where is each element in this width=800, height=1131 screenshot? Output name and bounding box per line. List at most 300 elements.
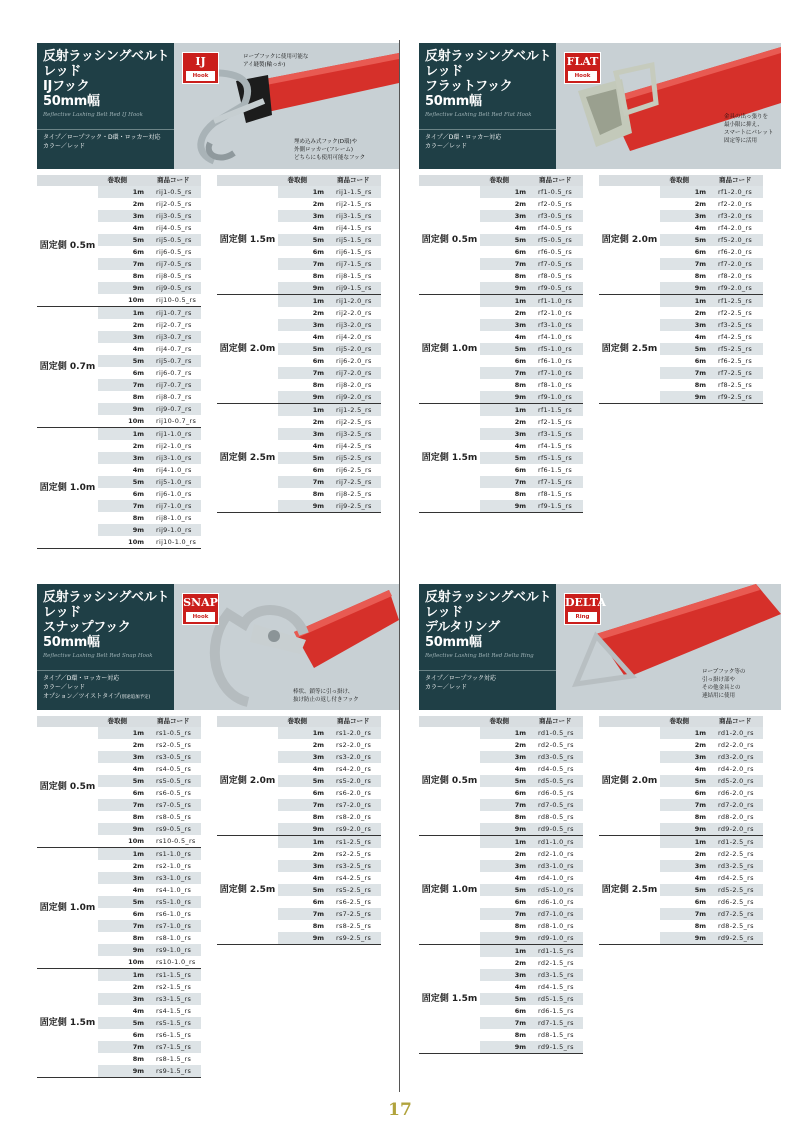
product-code-cell: rd8-0.5_rs [538, 813, 574, 821]
length-cell: 8m [132, 514, 144, 522]
product-code-cell: rij8-0.7_rs [156, 393, 192, 401]
length-cell: 5m [132, 1019, 144, 1027]
length-cell: 10m [128, 837, 144, 845]
header-length: 巻取側 [107, 717, 127, 725]
table-row [660, 896, 763, 908]
row-list [660, 727, 763, 835]
table-row [278, 319, 381, 331]
fixed-length-label: 固定側 2.5m [601, 885, 658, 895]
length-cell: 2m [514, 741, 526, 749]
length-cell: 7m [694, 369, 706, 377]
length-cell: 5m [312, 236, 324, 244]
length-cell: 8m [132, 272, 144, 280]
length-cell: 9m [312, 284, 324, 292]
product-code-cell: rij1-1.5_rs [336, 188, 372, 196]
product-code-cell: rf9-2.5_rs [718, 393, 753, 401]
page-number: 17 [388, 1100, 412, 1120]
spec-list [425, 133, 557, 151]
product-code-cell: rd5-2.5_rs [718, 886, 754, 894]
product-code-cell: rs6-2.5_rs [336, 898, 372, 906]
product-code-cell: rd5-1.5_rs [538, 995, 574, 1003]
product-code-cell: rij1-0.5_rs [156, 188, 192, 196]
length-cell: 4m [132, 886, 144, 894]
product-code-cell: rf2-2.0_rs [718, 200, 753, 208]
code-table [419, 175, 583, 513]
product-code-cell: rij5-0.5_rs [156, 236, 192, 244]
table-row [660, 823, 763, 835]
row-list [480, 727, 583, 835]
annotation-line: ロープフックに使用可能な [243, 54, 309, 60]
table-row [660, 331, 763, 343]
product-code-cell: rf5-1.0_rs [538, 345, 573, 353]
product-code-cell: rd3-2.0_rs [718, 753, 754, 761]
product-code-cell: rd7-0.5_rs [538, 801, 574, 809]
title-line: スナップフック [43, 620, 131, 635]
product-code-cell: rij6-2.0_rs [336, 357, 372, 365]
length-cell: 8m [132, 934, 144, 942]
length-cell: 7m [312, 260, 324, 268]
row-list [98, 428, 201, 548]
product-code-cell: rs4-1.5_rs [156, 1007, 192, 1015]
table-row [480, 234, 583, 246]
badge [182, 593, 219, 625]
code-table [419, 716, 583, 1054]
product-code-cell: rij2-1.5_rs [336, 200, 372, 208]
length-cell: 8m [514, 490, 526, 498]
table-row [98, 860, 201, 872]
product-code-cell: rf6-2.0_rs [718, 248, 753, 256]
length-cell: 6m [694, 789, 706, 797]
length-cell: 7m [312, 801, 324, 809]
table-row [98, 811, 201, 823]
product-code-cell: rs1-0.5_rs [156, 729, 192, 737]
header-length: 巻取側 [287, 717, 307, 725]
length-cell: 6m [132, 490, 144, 498]
table-row [98, 739, 201, 751]
product-code-cell: rf7-1.5_rs [538, 478, 573, 486]
product-code-cell: rs4-1.0_rs [156, 886, 192, 894]
table-row [660, 908, 763, 920]
row-list [278, 186, 381, 294]
product-code-cell: rf3-1.0_rs [538, 321, 573, 329]
table-row [98, 476, 201, 488]
row-list [98, 969, 201, 1077]
table-row [480, 452, 583, 464]
product-code-cell: rs10-1.0_rs [156, 958, 196, 966]
product-code-cell: rf7-2.5_rs [718, 369, 753, 377]
table-row [98, 524, 201, 536]
length-cell: 8m [312, 922, 324, 930]
table-row [278, 727, 381, 739]
fixed-length-label: 固定側 0.5m [39, 241, 96, 251]
product-code-cell: rs3-1.0_rs [156, 874, 192, 882]
spec-color: カラー／レッド [425, 143, 467, 150]
fixed-length-group [599, 186, 763, 295]
badge-name: DELTA [565, 596, 606, 609]
header-length: 巻取側 [669, 717, 689, 725]
product-code-cell: rs9-1.0_rs [156, 946, 192, 954]
table-row [660, 246, 763, 258]
length-cell: 8m [132, 813, 144, 821]
product-code-cell: rs1-1.5_rs [156, 971, 192, 979]
product-code-cell: rij2-2.5_rs [336, 418, 372, 426]
table-row [98, 391, 201, 403]
table-row [480, 1041, 583, 1053]
table-row [98, 210, 201, 222]
table-row [480, 811, 583, 823]
table-row [98, 234, 201, 246]
product-code-cell: rs9-2.0_rs [336, 825, 372, 833]
table-row [278, 404, 381, 416]
header-code: 商品コード [157, 717, 190, 725]
divider [419, 129, 556, 130]
code-table [217, 716, 381, 945]
table-row [278, 464, 381, 476]
length-cell: 10m [128, 958, 144, 966]
length-cell: 9m [132, 825, 144, 833]
fixed-length-group [37, 969, 201, 1078]
length-cell: 4m [132, 345, 144, 353]
product-code-cell: rs7-2.5_rs [336, 910, 372, 918]
product-code-cell: rs1-2.0_rs [336, 729, 372, 737]
length-cell: 2m [132, 983, 144, 991]
length-cell: 7m [132, 1043, 144, 1051]
table-row [480, 727, 583, 739]
row-list [278, 404, 381, 512]
fixed-length-label: 固定側 1.0m [39, 483, 96, 493]
table-row [98, 956, 201, 968]
table-row [660, 751, 763, 763]
product-code-cell: rij8-0.5_rs [156, 272, 192, 280]
header-length: 巻取側 [107, 176, 127, 184]
product-code-cell: rf9-2.0_rs [718, 284, 753, 292]
table-row [278, 367, 381, 379]
product-code-cell: rd5-0.5_rs [538, 777, 574, 785]
table-row [480, 932, 583, 944]
length-cell: 1m [514, 947, 526, 955]
title-line: レッド [425, 605, 463, 620]
product-code-cell: rf1-0.5_rs [538, 188, 573, 196]
length-cell: 7m [514, 910, 526, 918]
table-row [480, 860, 583, 872]
length-cell: 5m [132, 478, 144, 486]
product-code-cell: rij8-2.5_rs [336, 490, 372, 498]
table-row [98, 355, 201, 367]
length-cell: 1m [694, 297, 706, 305]
length-cell: 2m [132, 862, 144, 870]
length-cell: 1m [514, 838, 526, 846]
row-list [480, 186, 583, 294]
length-cell: 4m [132, 1007, 144, 1015]
product-code-cell: rd5-1.0_rs [538, 886, 574, 894]
length-cell: 7m [132, 260, 144, 268]
table-row [278, 282, 381, 294]
code-table [599, 716, 763, 945]
length-cell: 6m [312, 789, 324, 797]
length-cell: 2m [312, 850, 324, 858]
product-code-cell: rf1-1.5_rs [538, 406, 573, 414]
product-code-cell: rij5-1.5_rs [336, 236, 372, 244]
divider [37, 129, 174, 130]
length-cell: 4m [132, 466, 144, 474]
length-cell: 7m [132, 922, 144, 930]
product-code-cell: rs5-2.5_rs [336, 886, 372, 894]
table-row [98, 848, 201, 860]
length-cell: 4m [312, 442, 324, 450]
product-code-cell: rs7-2.0_rs [336, 801, 372, 809]
product-code-cell: rij8-1.5_rs [336, 272, 372, 280]
length-cell: 8m [514, 1031, 526, 1039]
table-row [278, 379, 381, 391]
fixed-length-group [419, 945, 583, 1054]
length-cell: 3m [514, 430, 526, 438]
length-cell: 8m [514, 813, 526, 821]
product-code-cell: rij3-1.5_rs [336, 212, 372, 220]
product-code-cell: rij9-1.0_rs [156, 526, 192, 534]
table-row [480, 945, 583, 957]
product-code-cell: rs5-1.0_rs [156, 898, 192, 906]
product-code-cell: rs9-0.5_rs [156, 825, 192, 833]
table-row [278, 787, 381, 799]
row-list [660, 836, 763, 944]
table-row [660, 307, 763, 319]
length-cell: 4m [514, 983, 526, 991]
table-row [278, 488, 381, 500]
table-row [660, 727, 763, 739]
product-code-cell: rf7-0.5_rs [538, 260, 573, 268]
table-row [278, 811, 381, 823]
length-cell: 7m [312, 910, 324, 918]
code-table [217, 175, 381, 513]
fixed-length-group [37, 428, 201, 549]
product-code-cell: rs1-2.5_rs [336, 838, 372, 846]
length-cell: 3m [514, 212, 526, 220]
table-row [480, 848, 583, 860]
title-line: 50mm幅 [43, 94, 100, 109]
table-row [660, 282, 763, 294]
table-row [98, 763, 201, 775]
title-line: 50mm幅 [425, 94, 482, 109]
table-row [278, 198, 381, 210]
product-code-cell: rij3-2.5_rs [336, 430, 372, 438]
fixed-length-group [217, 727, 381, 836]
badge-sub: Hook [186, 71, 215, 81]
fixed-length-label: 固定側 2.0m [219, 344, 276, 354]
fixed-length-group [599, 295, 763, 404]
product-code-cell: rd7-2.5_rs [718, 910, 754, 918]
length-cell: 5m [694, 886, 706, 894]
product-code-cell: rij1-2.0_rs [336, 297, 372, 305]
spec-option-note: (別途追加予定) [119, 695, 151, 700]
product-code-cell: rf8-1.0_rs [538, 381, 573, 389]
annotation-line: スマートにパレット [724, 130, 774, 136]
length-cell: 7m [132, 502, 144, 510]
table-row [98, 198, 201, 210]
table-row [98, 343, 201, 355]
table-row [98, 488, 201, 500]
table-row [98, 920, 201, 932]
product-code-cell: rij6-2.5_rs [336, 466, 372, 474]
length-cell: 4m [694, 224, 706, 232]
product-code-cell: rf2-0.5_rs [538, 200, 573, 208]
length-cell: 2m [312, 309, 324, 317]
row-list [480, 945, 583, 1053]
header-length: 巻取側 [287, 176, 307, 184]
fixed-length-group [37, 186, 201, 307]
length-cell: 2m [132, 741, 144, 749]
fixed-length-label: 固定側 1.5m [421, 994, 478, 1004]
length-cell: 9m [514, 825, 526, 833]
length-cell: 6m [514, 466, 526, 474]
product-code-cell: rf4-1.0_rs [538, 333, 573, 341]
table-row [660, 319, 763, 331]
product-code-cell: rd6-1.0_rs [538, 898, 574, 906]
product-code-cell: rf4-2.0_rs [718, 224, 753, 232]
table-row [480, 246, 583, 258]
length-cell: 6m [132, 248, 144, 256]
length-cell: 5m [694, 236, 706, 244]
length-cell: 5m [694, 345, 706, 353]
table-row [98, 1017, 201, 1029]
fixed-length-group [37, 727, 201, 848]
fixed-length-group [217, 404, 381, 513]
length-cell: 3m [694, 753, 706, 761]
header-code: 商品コード [157, 176, 190, 184]
fixed-length-group [419, 836, 583, 945]
fixed-length-label: 固定側 1.5m [39, 1018, 96, 1028]
badge [564, 52, 601, 84]
table-row [480, 258, 583, 270]
table-row [480, 751, 583, 763]
title-english: Reflective Lashing Belt Red Flat Hook [425, 112, 532, 118]
table-row [660, 198, 763, 210]
table-row [660, 739, 763, 751]
product-code-cell: rij1-1.0_rs [156, 430, 192, 438]
table-row [480, 307, 583, 319]
product-code-cell: rd2-0.5_rs [538, 741, 574, 749]
title-line: デルタリング [425, 620, 500, 635]
product-code-cell: rf9-1.0_rs [538, 393, 573, 401]
table-row [278, 331, 381, 343]
table-row [278, 799, 381, 811]
length-cell: 3m [132, 995, 144, 1003]
fixed-length-label: 固定側 2.5m [601, 344, 658, 354]
product-code-cell: rd2-1.0_rs [538, 850, 574, 858]
product-code-cell: rij9-0.7_rs [156, 405, 192, 413]
table-row [660, 234, 763, 246]
length-cell: 1m [514, 188, 526, 196]
length-cell: 6m [132, 789, 144, 797]
title-line: 反射ラッシングベルト [425, 590, 552, 605]
product-code-cell: rd7-1.5_rs [538, 1019, 574, 1027]
table-row [98, 367, 201, 379]
length-cell: 9m [514, 502, 526, 510]
product-code-cell: rf5-1.5_rs [538, 454, 573, 462]
fixed-length-group [419, 727, 583, 836]
title-english: Reflective Lashing Belt Red Delta Ring [425, 653, 534, 659]
product-code-cell: rf5-0.5_rs [538, 236, 573, 244]
length-cell: 8m [514, 272, 526, 280]
fixed-length-label: 固定側 2.0m [219, 776, 276, 786]
product-code-cell: rd8-1.0_rs [538, 922, 574, 930]
product-code-cell: rs2-1.0_rs [156, 862, 192, 870]
product-code-cell: rij4-2.0_rs [336, 333, 372, 341]
table-row [98, 186, 201, 198]
length-cell: 4m [514, 874, 526, 882]
product-code-cell: rd2-1.5_rs [538, 959, 574, 967]
header-code: 商品コード [337, 717, 370, 725]
table-row [480, 799, 583, 811]
length-cell: 2m [132, 442, 144, 450]
table-row [660, 860, 763, 872]
product-code-cell: rd4-2.5_rs [718, 874, 754, 882]
table-row [480, 739, 583, 751]
table-row [98, 307, 201, 319]
length-cell: 4m [312, 333, 324, 341]
annotation-line: 抜け防止の返し付きフック [293, 697, 359, 703]
product-code-cell: rf8-0.5_rs [538, 272, 573, 280]
table-row [278, 416, 381, 428]
length-cell: 3m [514, 321, 526, 329]
table-row [98, 1041, 201, 1053]
table-row [98, 944, 201, 956]
length-cell: 4m [132, 224, 144, 232]
table-row [98, 331, 201, 343]
table-row [660, 848, 763, 860]
table-row [480, 343, 583, 355]
title-english: Reflective Lashing Belt Red Snap Hook [43, 653, 153, 659]
length-cell: 6m [312, 898, 324, 906]
fixed-length-label: 固定側 2.0m [601, 776, 658, 786]
length-cell: 3m [132, 454, 144, 462]
fixed-length-group [599, 836, 763, 945]
length-cell: 7m [694, 801, 706, 809]
table-row [660, 258, 763, 270]
table-row [278, 307, 381, 319]
table-row [660, 379, 763, 391]
product-code-cell: rf1-2.5_rs [718, 297, 753, 305]
annotation-line: 連結用に使用 [702, 693, 736, 699]
table-row [480, 428, 583, 440]
table-row [278, 295, 381, 307]
table-row [480, 787, 583, 799]
table-row [480, 464, 583, 476]
code-table [37, 716, 201, 1078]
table-row [98, 775, 201, 787]
annotation-line: アイ縫製(輪っか) [243, 62, 286, 68]
table-row [660, 811, 763, 823]
product-code-cell: rij10-1.0_rs [156, 538, 197, 546]
product-code-cell: rs3-1.5_rs [156, 995, 192, 1003]
length-cell: 6m [694, 898, 706, 906]
length-cell: 9m [132, 284, 144, 292]
product-code-cell: rd1-2.0_rs [718, 729, 754, 737]
length-cell: 8m [312, 381, 324, 389]
product-code-cell: rd9-1.0_rs [538, 934, 574, 942]
product-code-cell: rd9-2.0_rs [718, 825, 754, 833]
product-code-cell: rf1-2.0_rs [718, 188, 753, 196]
length-cell: 3m [312, 753, 324, 761]
length-cell: 2m [312, 418, 324, 426]
title-line: 反射ラッシングベルト [425, 49, 552, 64]
length-cell: 3m [514, 753, 526, 761]
length-cell: 9m [694, 934, 706, 942]
product-code-cell: rij5-0.7_rs [156, 357, 192, 365]
length-cell: 4m [312, 224, 324, 232]
product-code-cell: rij4-0.7_rs [156, 345, 192, 353]
product-code-cell: rs2-1.5_rs [156, 983, 192, 991]
length-cell: 9m [312, 393, 324, 401]
